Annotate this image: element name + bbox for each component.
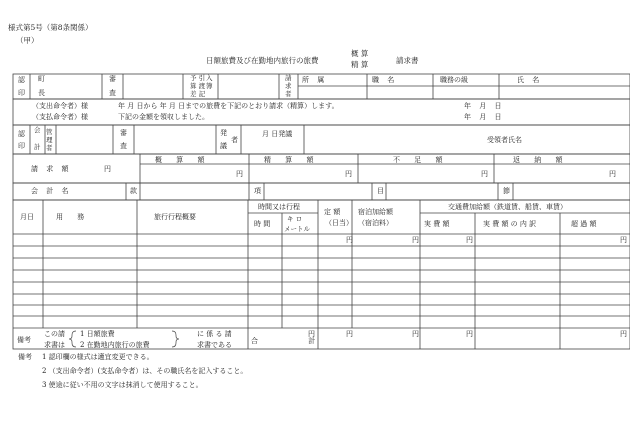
- note-2: 2 （支出命令者）(支払命令者）は、その職氏名を記入すること。: [42, 367, 248, 375]
- issue-gi: 議: [220, 142, 227, 150]
- budget-right-1: 入: [206, 74, 213, 82]
- col-hennou: 返 納 額: [513, 156, 569, 164]
- total-label: 合 計: [251, 337, 340, 345]
- total-fixed-yen: 円: [308, 330, 315, 338]
- kind-seisan: 精 算: [351, 60, 369, 69]
- claim-yen: 円: [104, 165, 111, 173]
- remark-label: 備考: [17, 336, 31, 344]
- account-kan: 款: [130, 187, 137, 195]
- claimant-3: 者: [285, 90, 292, 98]
- header-shimei: 氏 名: [517, 76, 543, 84]
- col-itinerary: 旅行行程概要: [154, 213, 196, 221]
- statement-date-2: 年 月 日: [464, 113, 505, 121]
- col-excess: 超 過 額: [571, 220, 597, 228]
- total-excess-yen: 円: [466, 330, 473, 338]
- approval-machi: 町: [38, 75, 45, 83]
- remark-lead: この請: [44, 330, 65, 338]
- approval-nin: 認: [18, 76, 25, 84]
- statement-request: 年 月 日から 年 月 日までの旅費を下記のとおり請求（精算）します。: [118, 102, 339, 110]
- left-brace: [69, 331, 76, 347]
- budget-right-2: 簿: [206, 82, 213, 90]
- issue-sha: 者: [46, 144, 53, 152]
- gaisan-yen: 円: [236, 170, 243, 178]
- form-variant: （甲）: [16, 36, 39, 45]
- total-end-yen: 円: [620, 330, 627, 338]
- claimant-1: 請: [285, 74, 292, 82]
- col-transport: 交通費加給額（鉄道賃、船賃、車賃）: [448, 203, 567, 211]
- form-number: 様式第5号（第8条関係）: [8, 23, 93, 32]
- header-kyu: 職務の級: [440, 76, 468, 84]
- header-shozoku: 所 属: [302, 76, 328, 84]
- issue-shin: 審: [120, 129, 127, 137]
- remark-tail-2: 求書である: [197, 341, 232, 349]
- account-kou: 項: [254, 187, 261, 195]
- fusoku-yen: 円: [481, 170, 488, 178]
- note-3: 3 使途に従い不用の文字は抹消して使用すること。: [42, 381, 203, 389]
- kind-gaisan: 概 算: [351, 49, 369, 58]
- recipient-label: 受領者氏名: [487, 136, 522, 144]
- col-time-group: 時間又は行程: [258, 203, 300, 211]
- remark-option-1: 1 日額旅費: [80, 330, 115, 338]
- col-date: 月日: [20, 213, 34, 221]
- col-fixed-2: （日当）: [325, 219, 353, 227]
- notes-label: 備考: [18, 353, 32, 361]
- issue-sa: 査: [120, 142, 127, 150]
- col-hours: 時 間: [254, 220, 271, 228]
- issue-hatsu-sha: 者: [231, 136, 238, 144]
- hennou-yen: 円: [609, 170, 616, 178]
- note-1: 1 認印欄の様式は適宜変更できる。: [42, 353, 154, 361]
- statement-payer: （支出命令者）様: [32, 102, 88, 110]
- budget-line-1: 予 引: [190, 74, 206, 82]
- budget-line-3: 差 記: [190, 90, 206, 98]
- statement-received: 下記の金額を領収しました。: [118, 113, 209, 121]
- approval-sa: 査: [109, 89, 116, 97]
- issue-kei: 計: [34, 143, 41, 151]
- issue-date: 月 日発議: [262, 130, 293, 138]
- excess-yen: 円: [620, 236, 627, 244]
- approval-in: 印: [18, 89, 25, 97]
- issue-in: 印: [18, 142, 25, 150]
- col-actual: 実 費 額: [424, 220, 450, 228]
- col-lodging-1: 宿泊加給額: [358, 208, 393, 216]
- issue-nin: 認: [18, 130, 25, 138]
- remark-lead-2: 求書は: [44, 341, 65, 349]
- statement-date-1: 年 月 日: [464, 102, 505, 110]
- actual-yen: 円: [466, 236, 473, 244]
- col-km-1: キ ロ: [287, 215, 303, 223]
- col-km-2: メートル: [284, 225, 310, 233]
- approval-shin: 審: [109, 75, 116, 83]
- col-purpose: 用 務: [56, 213, 91, 221]
- form-title: 日額旅費及び在勤地内旅行の旅費: [206, 56, 319, 65]
- seisan-yen: 円: [345, 170, 352, 178]
- total-lodging-yen: 円: [346, 330, 353, 338]
- header-shoku: 職 名: [372, 76, 398, 84]
- doc-type: 請求書: [396, 56, 419, 65]
- claimant-2: 求: [285, 82, 292, 90]
- account-label: 会 計 名: [31, 187, 72, 195]
- issue-ri: 理: [46, 136, 53, 144]
- statement-paymaster: （支払命令者）様: [32, 113, 88, 121]
- col-gaisan: 概 算 額: [155, 156, 211, 164]
- col-breakdown: 実 費 額 の 内 訳: [483, 220, 537, 228]
- col-seisan: 精 算 額: [264, 156, 320, 164]
- col-lodging-2: （宿泊料）: [358, 219, 393, 227]
- approval-cho: 長: [38, 89, 45, 97]
- total-actual-yen: 円: [412, 330, 419, 338]
- col-fixed-1: 定 額: [324, 208, 341, 216]
- issue-kan: 管: [46, 128, 53, 136]
- issue-kai: 会: [34, 126, 41, 134]
- claim-label: 請 求 額: [31, 165, 72, 173]
- lodging-yen: 円: [412, 236, 419, 244]
- account-moku: 目: [377, 187, 384, 195]
- remark-option-2: 2 在勤地内旅行の旅費: [80, 341, 150, 349]
- budget-line-2: 算 渡: [190, 82, 206, 90]
- remark-tail: に 係 る 請: [197, 330, 232, 338]
- account-setsu: 節: [503, 187, 510, 195]
- fixed-yen: 円: [346, 236, 353, 244]
- col-fusoku: 不 足 額: [393, 156, 449, 164]
- issue-hatsu: 発: [220, 129, 227, 137]
- right-brace: [172, 331, 179, 347]
